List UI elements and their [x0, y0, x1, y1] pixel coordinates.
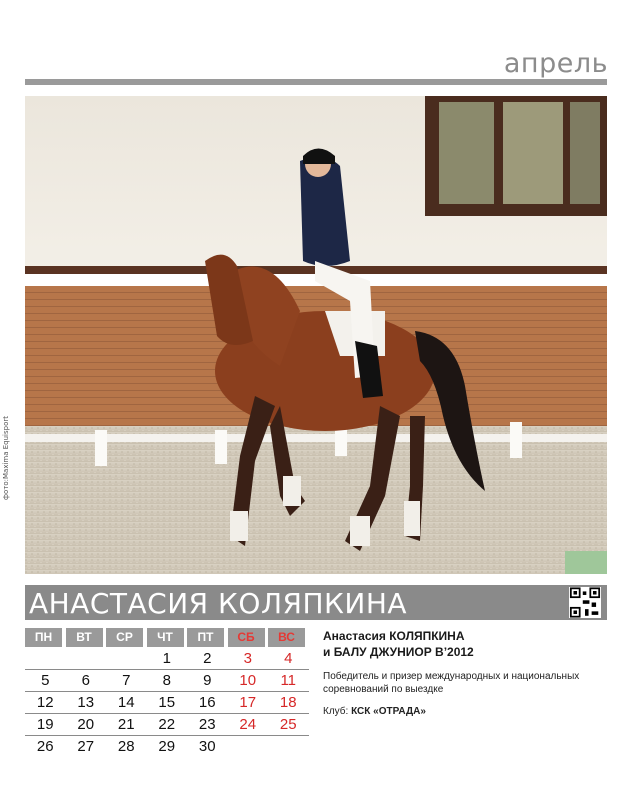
week-row: [25, 714, 309, 736]
day-cell: 5: [41, 672, 50, 689]
club-label: Клуб:: [323, 706, 352, 717]
weekday-sat: СБ: [228, 628, 265, 647]
weekday-thu: ЧТ: [147, 628, 184, 647]
day-cell: 10: [239, 672, 257, 689]
weekday-tue: ВТ: [66, 628, 103, 647]
rider-banner-text: АНАСТАСИЯ КОЛЯПКИНА: [29, 587, 408, 620]
day-cell: [268, 736, 309, 757]
week-row: [25, 692, 309, 714]
week-row: [25, 736, 309, 757]
day-cell: 13: [77, 694, 95, 711]
day-cell: 24: [239, 716, 257, 733]
weekday-fri: ПТ: [187, 628, 224, 647]
horse-prefix: и: [323, 645, 334, 659]
day-cell: [106, 648, 147, 669]
day-cell: 28: [117, 738, 135, 755]
weekday-wed: СР: [106, 628, 143, 647]
weekday-sun: ВС: [268, 628, 305, 647]
day-cell: 26: [36, 738, 54, 755]
day-cell: 14: [117, 694, 135, 711]
day-cell: 30: [198, 738, 216, 755]
day-cell: 20: [77, 716, 95, 733]
day-cell: 16: [198, 694, 216, 711]
top-divider: [25, 79, 607, 85]
day-cell: 2: [203, 650, 212, 667]
week-row: [25, 670, 309, 692]
day-cell: 7: [122, 672, 131, 689]
day-cell: [25, 648, 66, 669]
rider-line: [323, 628, 613, 644]
month-title: апрель: [503, 48, 608, 79]
day-cell: 4: [284, 650, 293, 667]
day-cell: 15: [158, 694, 176, 711]
rider-banner: [25, 585, 607, 620]
photo-credit: фото:Maxima Equisport: [2, 416, 10, 500]
day-cell: 12: [36, 694, 54, 711]
day-cell: 29: [158, 738, 176, 755]
club-line: [323, 706, 613, 717]
day-cell: 9: [203, 672, 212, 689]
day-cell: 8: [162, 672, 171, 689]
day-cell: 18: [279, 694, 297, 711]
day-cell: [66, 648, 107, 669]
dressage-photo: [25, 96, 607, 574]
day-cell: 22: [158, 716, 176, 733]
club-name: КСК «ОТРАДА»: [351, 706, 426, 717]
rider-first-name: Анастасия: [323, 629, 390, 643]
day-cell: 1: [162, 650, 171, 667]
day-cell: 23: [198, 716, 216, 733]
rider-description: Победитель и призер международных и национальных соревнований по выездке: [323, 671, 580, 695]
horse-line: [323, 644, 613, 660]
day-cell: 17: [239, 694, 257, 711]
calendar: [25, 628, 309, 757]
day-cell: 19: [36, 716, 54, 733]
day-cell: 21: [117, 716, 135, 733]
calendar-body: [25, 648, 309, 757]
weekday-mon: ПН: [25, 628, 62, 647]
day-cell: 6: [81, 672, 90, 689]
qr-code-icon[interactable]: [569, 587, 601, 618]
calendar-header: [25, 628, 309, 647]
horse-name: БАЛУ ДЖУНИОР В’2012: [333, 645, 474, 659]
rider-last-name: КОЛЯПКИНА: [389, 629, 465, 643]
day-cell: 3: [243, 650, 252, 667]
rider-info: [323, 628, 613, 717]
day-cell: 25: [279, 716, 297, 733]
day-cell: [228, 736, 269, 757]
week-row: [25, 648, 309, 670]
day-cell: 27: [77, 738, 95, 755]
day-cell: 11: [280, 672, 297, 689]
